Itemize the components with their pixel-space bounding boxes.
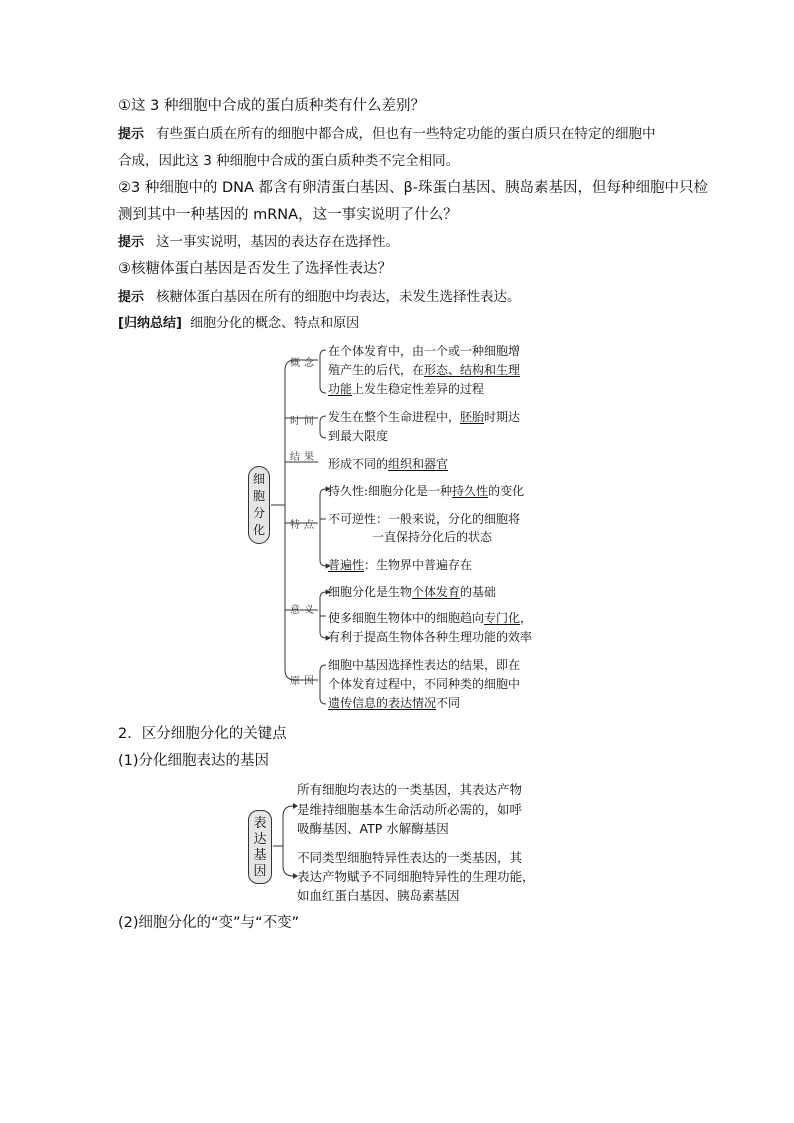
feature-text: 的变化 <box>488 484 525 498</box>
category-time: 时间 <box>290 416 318 427</box>
cause-line-2: 个体发育过程中，不同种类的细胞中 <box>328 677 521 691</box>
feature-keyword: 普遍性 <box>328 558 365 572</box>
category-result: 结果 <box>290 452 318 463</box>
branch-2-line-3: 如血红蛋白基因、胰岛素基因 <box>297 888 460 903</box>
cause-keyword: 遗传信息的表达情况 <box>328 696 437 710</box>
time-text: 发生在整个生命进程中， <box>328 410 461 424</box>
time-line-2: 到最大限度 <box>328 429 389 443</box>
meaning-text: 使多细胞生物体中的细胞趋向 <box>328 611 485 625</box>
summary-label: [归纳总结] <box>118 316 182 331</box>
answer-1-line-2: 合成，因此这 3 种细胞中合成的蛋白质种类不完全相同。 <box>118 153 460 169</box>
feature-keyword: 持久性 <box>452 484 489 498</box>
concept-text: 上发生稳定性差异的过程 <box>352 382 485 396</box>
category-feature: 特点 <box>290 520 318 531</box>
tip-label: 提示 <box>118 290 145 305</box>
answer-2-text: 这一事实说明，基因的表达存在选择性。 <box>156 234 400 250</box>
meaning-keyword: 个体发育 <box>412 585 461 599</box>
root-node-label: 细胞分化 <box>253 472 266 537</box>
meaning-keyword: 专门化 <box>484 611 521 625</box>
summary-title: 细胞分化的概念、特点和原因 <box>190 316 360 331</box>
question-2-line-2: 测到其中一种基因的 mRNA，这一事实说明了什么？ <box>118 207 458 223</box>
subsection-1-heading: (1)分化细胞表达的基因 <box>118 753 270 769</box>
feature-text: 持久性:细胞分化是一种 <box>328 484 453 498</box>
section-2-heading: 2．区分细胞分化的关键点 <box>118 726 287 742</box>
meaning-text: 的基础 <box>460 585 497 599</box>
time-keyword: 胚胎 <box>460 410 485 424</box>
result-text: 形成不同的 <box>328 457 389 471</box>
branch-1-line-1: 所有细胞均表达的一类基因，其表达产物 <box>297 782 523 797</box>
question-2-line-1: ②3 种细胞中的 DNA 都含有卵清蛋白基因、β-珠蛋白基因、胰岛素基因，但每种细胞中只检 <box>118 180 708 196</box>
concept-text: 殖产生的后代，在 <box>328 363 425 377</box>
meaning-text: ， <box>520 611 533 625</box>
root-node-label: 表达基因 <box>253 816 267 879</box>
branch-2-line-1: 不同类型细胞特异性表达的一类基因，其 <box>297 850 523 865</box>
feature-2-line-1: 不可逆性：一般来说，分化的细胞将 <box>328 512 521 526</box>
root-node-expressed-genes <box>248 810 272 884</box>
meaning-text: 细胞分化是生物 <box>328 585 413 599</box>
concept-keyword: 形态、结构和生理 <box>424 363 521 377</box>
time-text: 时期达 <box>484 410 521 424</box>
category-concept: 概念 <box>290 358 318 369</box>
concept-keyword: 功能 <box>328 382 353 396</box>
answer-3-text: 核糖体蛋白基因在所有的细胞中均表达，未发生选择性表达。 <box>156 289 521 305</box>
feature-text: ：生物界中普遍存在 <box>364 558 473 572</box>
concept-line-1: 在个体发育中，由一个或一种细胞增 <box>328 344 521 358</box>
branch-1-line-3: 吸酶基因、ATP 水解酶基因 <box>297 821 449 836</box>
feature-2-line-2: 一直保持分化后的状态 <box>372 530 493 544</box>
category-cause: 原因 <box>290 676 318 687</box>
question-3: ③核糖体蛋白基因是否发生了选择性表达？ <box>118 261 392 277</box>
cause-text: 不同 <box>436 696 461 710</box>
meaning-2-line-2: 有利于提高生物体各种生理功能的效率 <box>328 630 533 644</box>
answer-1-text: 有些蛋白质在所有的细胞中都合成，但也有一些特定功能的蛋白质只在特定的细胞中 <box>156 126 656 142</box>
question-1: ①这 3 种细胞中合成的蛋白质种类有什么差别？ <box>118 98 425 114</box>
result-keyword: 组织和器官 <box>388 457 449 471</box>
tip-label: 提示 <box>118 127 145 142</box>
subsection-2-heading: (2)细胞分化的“变”与“不变” <box>118 915 300 931</box>
category-meaning: 意义 <box>290 605 318 616</box>
cause-line-1: 细胞中基因选择性表达的结果，即在 <box>328 658 521 672</box>
branch-1-line-2: 是维持细胞基本生命活动所必需的，如呼 <box>297 802 523 817</box>
tip-label: 提示 <box>118 235 145 250</box>
branch-2-line-2: 表达产物赋予不同细胞特异性的生理功能， <box>297 869 535 884</box>
